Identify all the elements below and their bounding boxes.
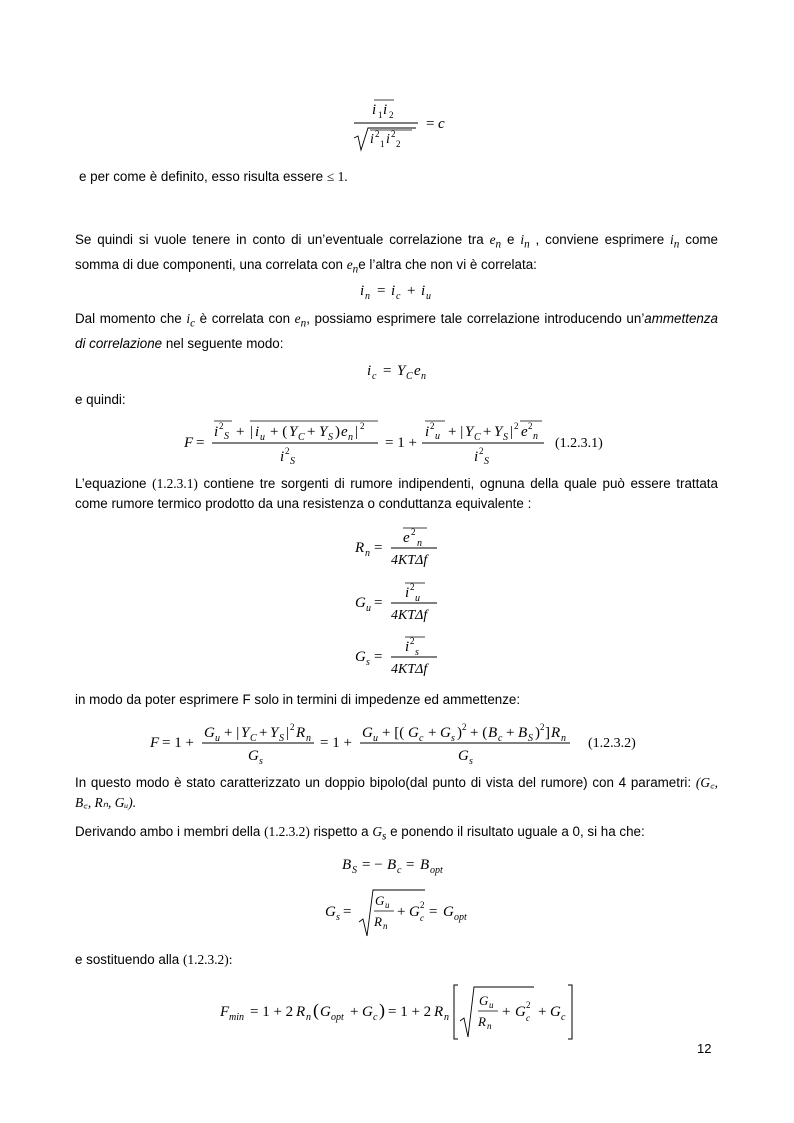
svg-text:2: 2 [391, 129, 396, 139]
svg-text:2: 2 [410, 636, 415, 646]
svg-text:2: 2 [219, 421, 224, 431]
p8-text-a: Derivando ambo i membri della [75, 824, 261, 839]
eq-Rn-svg [355, 525, 445, 569]
p1-math: ≤ 1. [326, 169, 348, 184]
p3-emphasis: ammettenza di correlazione [75, 311, 718, 351]
eq-ic-svg [367, 358, 437, 382]
svg-text:S: S [224, 431, 229, 442]
svg-text:R: R [434, 1004, 444, 1020]
svg-text:c: c [420, 913, 424, 923]
svg-text:+: + [236, 424, 245, 440]
p3-text-a: Dal momento che [75, 311, 182, 326]
svg-text:+ (: + ( [470, 725, 488, 741]
svg-text:i: i [367, 363, 372, 379]
svg-text:|: | [510, 424, 514, 440]
svg-text:R: R [478, 1014, 486, 1029]
svg-text:=: = [426, 116, 435, 132]
svg-text:=: = [196, 435, 205, 451]
math-i: i [520, 232, 525, 247]
svg-text:Y: Y [397, 363, 406, 379]
svg-text:G: G [362, 725, 373, 741]
svg-text:c: c [373, 1012, 378, 1023]
svg-text:= 1 +: = 1 + [385, 435, 417, 451]
paragraph-4 [75, 390, 718, 410]
p8-text-b: rispetto a [313, 824, 369, 839]
svg-text:s: s [259, 756, 263, 766]
math-G: G [372, 824, 383, 839]
svg-text:R: R [551, 725, 561, 741]
p3-text-c: , possiamo esprimere tale correlazione introducendo un’ [306, 311, 645, 326]
svg-text:+: + [428, 725, 437, 741]
svg-text:+ |: + | [224, 725, 240, 741]
svg-text:=: = [377, 283, 386, 299]
svg-text:2: 2 [540, 722, 545, 732]
p2-text-d: e l’altra che non vi è correlata: [358, 256, 537, 272]
svg-text:): ) [379, 1000, 385, 1020]
svg-text:]: ] [545, 725, 550, 741]
p5-ref: (1.2.3.1) [152, 476, 198, 491]
svg-text:n: n [444, 1012, 449, 1023]
eq-correlation-coefficient [350, 92, 460, 159]
svg-text:C: C [406, 371, 413, 382]
eq-Bs-svg [342, 852, 462, 876]
svg-text:G: G [204, 725, 215, 741]
p2-text-a: Se quindi si vuole tenere in conto di un’eventuale correlazione tra [75, 232, 484, 247]
svg-text:opt: opt [454, 912, 467, 923]
eq-in-decomposition [360, 278, 450, 307]
paragraph-2 [75, 230, 718, 279]
svg-text:2: 2 [430, 421, 435, 431]
svg-text:G: G [325, 904, 336, 920]
svg-text:n: n [306, 733, 311, 744]
p2-text-c: come somma di due componenti, una correlata con [75, 232, 718, 272]
svg-text:u: u [426, 291, 431, 302]
math-sub: s [382, 830, 387, 843]
p5-text-a: L’equazione [75, 476, 147, 491]
svg-text:u: u [260, 432, 265, 443]
p6-text: in modo da poter esprimere F solo in termini di impedenze ed ammettenze: [75, 692, 521, 707]
svg-text:2: 2 [479, 446, 484, 456]
svg-text:Y: Y [494, 424, 503, 440]
svg-text:s: s [415, 647, 419, 658]
svg-text:R: R [355, 540, 365, 556]
svg-text:n: n [487, 1021, 492, 1031]
svg-text:+: + [502, 1004, 511, 1020]
math-sub: n [673, 238, 680, 251]
svg-text:c: c [397, 865, 402, 876]
svg-text:=: = [343, 904, 352, 920]
svg-text:s: s [366, 657, 370, 668]
svg-text:u: u [373, 733, 378, 744]
svg-text:u: u [366, 603, 371, 614]
svg-text:= 1 + 2: = 1 + 2 [388, 1004, 432, 1020]
svg-text:c: c [396, 291, 401, 302]
eq-Fmin-svg [220, 983, 580, 1041]
svg-text:= 1 +: = 1 + [320, 735, 352, 751]
page-number: 12 [697, 1041, 712, 1056]
svg-text:C: C [250, 733, 257, 744]
svg-text:S: S [352, 865, 357, 876]
svg-text:+: + [538, 1004, 547, 1020]
svg-text:n: n [383, 921, 388, 931]
eq-label-1-2-3-2: (1.2.3.2) [588, 736, 636, 751]
svg-text:4KTΔf: 4KTΔf [391, 662, 428, 677]
svg-text:G: G [362, 1004, 373, 1020]
svg-text:F: F [220, 1004, 230, 1020]
svg-text:S: S [503, 432, 508, 443]
svg-text:G: G [550, 1004, 561, 1020]
eq-Gu-svg [355, 580, 445, 624]
svg-text:c: c [438, 116, 445, 132]
svg-text:i: i [255, 424, 260, 440]
svg-text:= 1 +: = 1 + [162, 735, 194, 751]
svg-text:e: e [341, 424, 348, 440]
svg-text:G: G [479, 993, 489, 1008]
svg-text:i: i [405, 585, 410, 601]
svg-text:u: u [435, 431, 440, 442]
svg-text:2: 2 [360, 421, 365, 431]
svg-text:+: + [307, 424, 316, 440]
math-e: e [346, 256, 353, 272]
svg-text:2: 2 [410, 582, 415, 592]
svg-text:1: 1 [378, 110, 383, 120]
svg-text:S: S [484, 456, 489, 467]
p7-text: In questo modo è stato caratterizzato un doppio bipolo(dal punto di vista del rumore) con 4 parametri: [75, 775, 692, 790]
svg-text:+ |: + | [448, 424, 464, 440]
svg-text:i: i [370, 132, 374, 147]
p1-text: e per come è definito, esso risulta essere [79, 169, 324, 184]
svg-text:2: 2 [389, 110, 394, 120]
svg-text:B: B [420, 857, 430, 873]
svg-text:+: + [259, 725, 268, 741]
p9-text: e sostituendo alla [75, 952, 180, 967]
eq-F-1-2-3-1 [182, 418, 642, 473]
svg-text:S: S [290, 456, 295, 467]
svg-text:+: + [350, 1004, 359, 1020]
svg-text:4KTΔf: 4KTΔf [391, 608, 428, 623]
svg-text:G: G [458, 748, 469, 764]
svg-text:Y: Y [465, 424, 474, 440]
svg-text:i: i [214, 424, 219, 440]
svg-text:c: c [498, 733, 503, 744]
svg-text:G: G [320, 1004, 331, 1020]
svg-text:+: + [407, 283, 416, 299]
svg-text:u: u [215, 733, 220, 744]
svg-text:u: u [385, 900, 390, 910]
svg-text:B: B [488, 725, 498, 741]
p7-params: (G꜀, B꜀, Rₙ, Gᵤ). [75, 775, 718, 810]
svg-text:): ) [335, 424, 340, 440]
eq-Gs-svg [355, 634, 445, 678]
svg-text:B: B [342, 857, 352, 873]
svg-text:=: = [374, 540, 383, 556]
svg-text:|: | [355, 424, 359, 440]
svg-text:2: 2 [375, 129, 380, 139]
svg-text:G: G [515, 1004, 526, 1020]
svg-text:G: G [355, 595, 366, 611]
svg-text:= 1 + 2: = 1 + 2 [250, 1004, 294, 1020]
paragraph-7 [75, 773, 718, 813]
eq-Gs [355, 634, 445, 683]
svg-text:G: G [440, 725, 451, 741]
math-sub: n [524, 238, 530, 251]
svg-text:n: n [365, 548, 370, 559]
p4-text: e quindi: [75, 392, 126, 407]
svg-text:opt: opt [430, 865, 443, 876]
eq-F-svg [182, 418, 642, 468]
eq-Bs [342, 852, 462, 881]
svg-text:+: + [483, 424, 492, 440]
svg-text:= −: = − [362, 857, 383, 873]
svg-text:(: ( [313, 1000, 319, 1020]
p8-text-c: e ponendo il risultato uguale a 0, si ha che: [390, 824, 645, 839]
svg-text:min: min [229, 1012, 244, 1023]
svg-text:c: c [526, 1013, 530, 1023]
eq-correlation-svg [350, 92, 460, 154]
eq-F-1-2-3-2 [148, 720, 658, 771]
svg-text:G: G [408, 725, 419, 741]
svg-text:n: n [306, 1012, 311, 1023]
eq-Fmin [220, 983, 580, 1046]
paragraph-9 [75, 950, 718, 970]
math-i: i [670, 232, 674, 247]
paragraph-1 [79, 167, 722, 187]
svg-text:R: R [374, 914, 382, 929]
svg-text:F: F [184, 435, 194, 451]
svg-text:+ (: + ( [270, 424, 288, 440]
svg-text:F: F [150, 735, 160, 751]
math-sub: n [300, 317, 307, 330]
svg-text:2: 2 [290, 722, 295, 732]
svg-text:1: 1 [380, 139, 385, 149]
svg-text:s: s [336, 912, 340, 923]
svg-text:i: i [372, 102, 377, 118]
math-sub: n [352, 263, 359, 276]
eq-Gu [355, 580, 445, 629]
svg-text:2: 2 [528, 421, 533, 431]
svg-text:n: n [533, 431, 538, 442]
math-sub: c [190, 317, 196, 330]
svg-text:B: B [518, 725, 528, 741]
paragraph-8 [75, 822, 718, 847]
svg-text:s: s [469, 756, 473, 766]
svg-text:2: 2 [462, 722, 467, 732]
svg-text:2: 2 [420, 900, 425, 910]
svg-text:c: c [561, 1012, 566, 1023]
svg-text:u: u [489, 1000, 494, 1010]
svg-text:i: i [383, 102, 388, 118]
paragraph-6 [75, 690, 718, 710]
svg-text:2: 2 [514, 421, 519, 431]
svg-text:n: n [417, 538, 422, 549]
svg-text:Y: Y [270, 725, 279, 741]
svg-text:i: i [391, 283, 396, 299]
svg-text:c: c [372, 371, 377, 382]
svg-text:|: | [250, 424, 254, 440]
svg-text:=: = [383, 363, 392, 379]
math-sub: n [495, 238, 502, 251]
svg-text:e: e [521, 424, 528, 440]
svg-text:G: G [409, 904, 420, 920]
svg-text:i: i [360, 283, 365, 299]
svg-text:n: n [421, 371, 426, 382]
svg-text:2: 2 [285, 446, 290, 456]
svg-text:Y: Y [289, 424, 298, 440]
svg-text:2: 2 [396, 139, 401, 149]
svg-text:u: u [415, 593, 420, 604]
svg-text:opt: opt [331, 1012, 344, 1023]
svg-text:): ) [457, 725, 462, 741]
svg-text:=: = [374, 595, 383, 611]
svg-text:+: + [506, 725, 515, 741]
p2-and: e [506, 232, 515, 247]
svg-text:C: C [298, 432, 305, 443]
paragraph-5 [75, 474, 718, 514]
eq-Gs-opt [325, 886, 475, 943]
svg-text:2: 2 [526, 1000, 531, 1010]
svg-text:s: s [451, 733, 455, 744]
svg-text:+: + [397, 904, 406, 920]
p3-text-d: nel seguente modo: [162, 335, 284, 351]
svg-text:e: e [403, 530, 410, 546]
svg-text:i: i [405, 639, 410, 655]
svg-text:S: S [528, 733, 533, 744]
svg-text:+ [(: + [( [382, 725, 405, 741]
svg-text:n: n [348, 432, 353, 443]
svg-text:B: B [387, 857, 397, 873]
svg-text:=: = [406, 857, 415, 873]
svg-text:i: i [386, 132, 390, 147]
svg-text:n: n [365, 291, 370, 302]
svg-text:i: i [421, 283, 426, 299]
svg-text:G: G [355, 649, 366, 665]
svg-text:): ) [535, 725, 540, 741]
svg-text:R: R [296, 725, 306, 741]
eq-label-1-2-3-1: (1.2.3.1) [555, 436, 603, 451]
p9-ref: (1.2.3.2): [182, 952, 233, 967]
eq-Gs-opt-svg [325, 886, 475, 938]
svg-text:R: R [296, 1004, 306, 1020]
svg-text:e: e [414, 363, 421, 379]
eq-ic [367, 358, 437, 387]
eq-Rn [355, 525, 445, 574]
svg-text:i: i [280, 449, 285, 465]
svg-text:|: | [286, 725, 290, 741]
svg-text:Y: Y [241, 725, 250, 741]
svg-text:G: G [248, 748, 259, 764]
svg-text:=: = [374, 649, 383, 665]
p8-ref: (1.2.3.2) [264, 824, 310, 839]
svg-text:c: c [419, 733, 424, 744]
math-e: e [294, 311, 301, 326]
svg-text:G: G [443, 904, 454, 920]
svg-text:4KTΔf: 4KTΔf [391, 553, 428, 568]
math-i: i [186, 311, 191, 326]
eq-F2-svg [148, 720, 658, 766]
svg-text:G: G [375, 893, 385, 908]
svg-text:2: 2 [411, 527, 416, 537]
p2-text-b: , conviene esprimere [535, 232, 665, 247]
svg-text:i: i [425, 424, 430, 440]
math-e: e [489, 232, 496, 247]
eq-in-svg [360, 278, 450, 302]
svg-text:i: i [474, 449, 479, 465]
p3-text-b: è correlata con [199, 311, 291, 326]
svg-text:=: = [429, 904, 438, 920]
paragraph-3 [75, 309, 718, 354]
p5-text-b: contiene tre sorgenti di rumore indipendenti, ognuna della quale può essere trattata come rumore termico prodotto da una resistenza o conduttanza equivalente : [75, 476, 718, 511]
svg-text:n: n [561, 733, 566, 744]
svg-text:C: C [474, 432, 481, 443]
svg-text:Y: Y [319, 424, 328, 440]
svg-text:S: S [279, 733, 284, 744]
svg-text:S: S [328, 432, 333, 443]
